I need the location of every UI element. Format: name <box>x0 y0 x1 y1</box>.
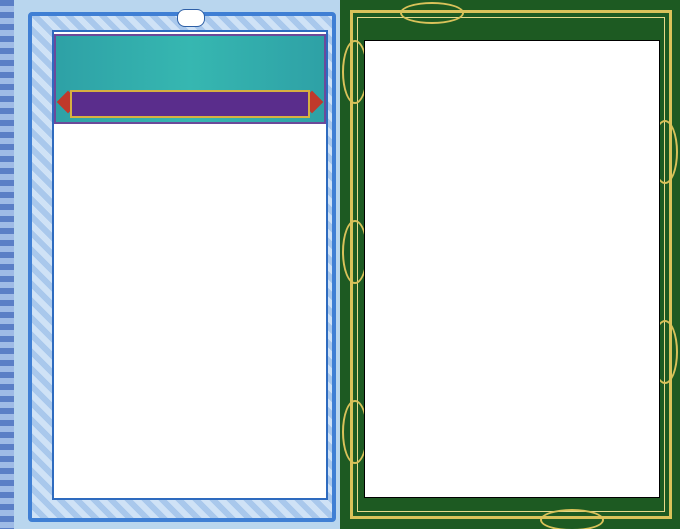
page-edge-stripe <box>0 0 14 529</box>
bismillah-banner <box>70 90 310 118</box>
alphabet-grid <box>56 264 324 496</box>
articulation-table <box>364 40 660 498</box>
vine-ornament-icon <box>400 2 464 24</box>
page-number <box>177 9 205 27</box>
vine-ornament-icon <box>540 509 604 529</box>
instructions <box>58 128 324 131</box>
lesson-banner <box>54 34 326 124</box>
